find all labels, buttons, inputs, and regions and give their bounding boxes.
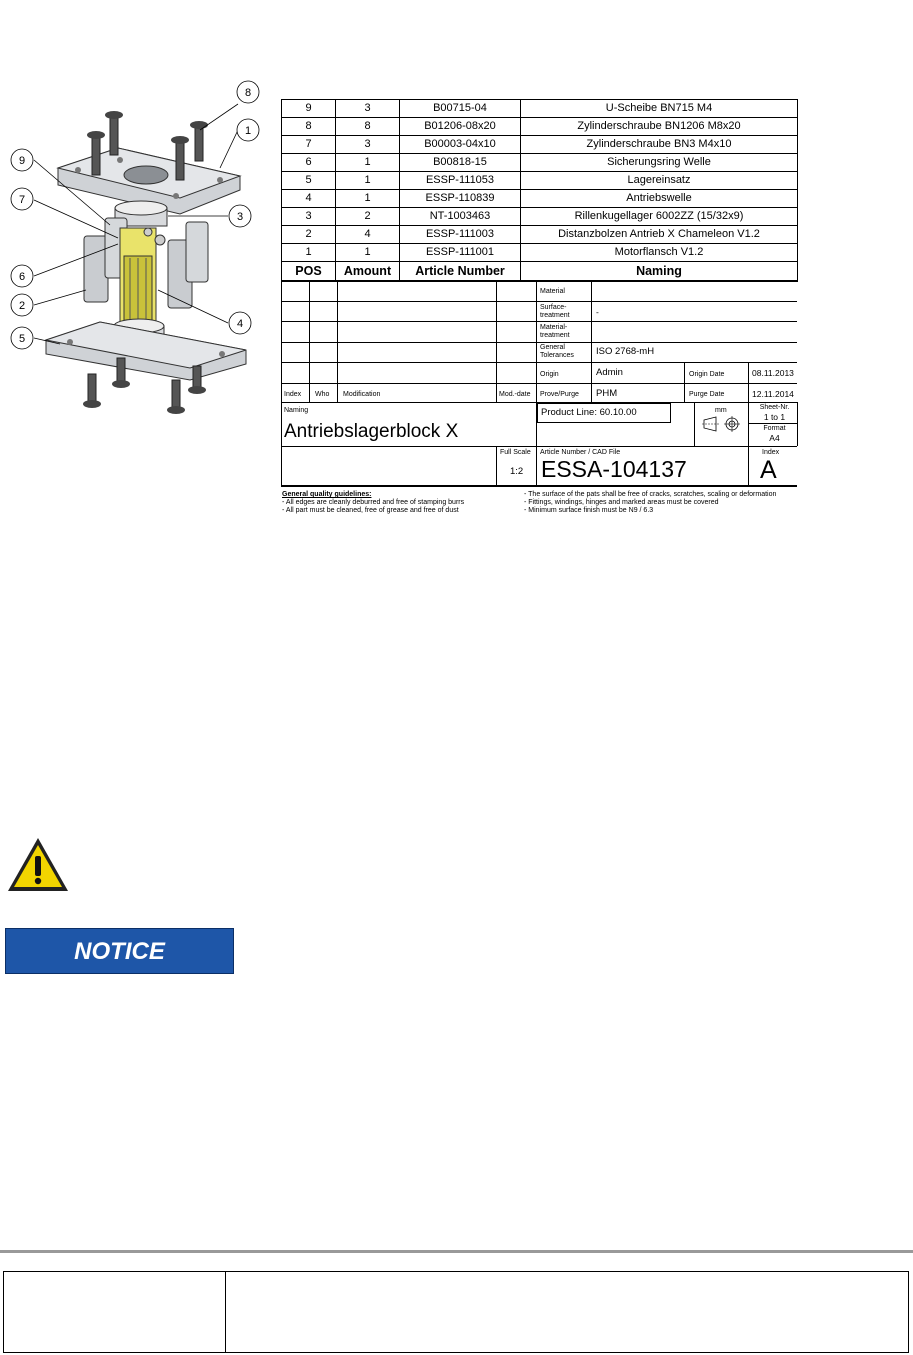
index-label: Index (284, 391, 302, 398)
bom-cell-pos: 5 (282, 172, 336, 190)
bom-row (282, 208, 798, 226)
callout-label: 1 (244, 125, 252, 137)
warning-triangle-icon (6, 836, 70, 894)
bom-cell-naming: Antriebswelle (521, 190, 798, 208)
bom-cell-naming: Sicherungsring Welle (521, 154, 798, 172)
bom-row (282, 136, 798, 154)
bom-cell-article: ESSP-110839 (400, 190, 521, 208)
bom-row (282, 172, 798, 190)
callout-label: 2 (18, 300, 26, 312)
bom-cell-naming: Distanzbolzen Antrieb X Chameleon V1.2 (521, 226, 798, 244)
bom-header-pos: POS (282, 262, 336, 282)
surface-value: - (596, 307, 599, 317)
bom-header-amount: Amount (336, 262, 400, 282)
sheet-label: Sheet-Nr. (759, 404, 790, 411)
origin-date-label: Origin Date (689, 371, 725, 378)
callout-label: 3 (236, 211, 244, 223)
bom-cell-amount: 4 (336, 226, 400, 244)
origin-value: Admin (596, 367, 623, 378)
guideline-item: - The surface of the pats shall be free of cracks, scratches, scaling or deformation (524, 491, 777, 498)
bom-cell-article: ESSP-111003 (400, 226, 521, 244)
assembly-drawing (0, 80, 275, 420)
bom-cell-amount: 1 (336, 172, 400, 190)
modification-label: Modification (343, 391, 381, 398)
bom-cell-article: B00818-15 (400, 154, 521, 172)
page-divider (0, 1250, 913, 1253)
general-tolerances-value: ISO 2768-mH (596, 346, 655, 357)
guideline-item: - Minimum surface finish must be N9 / 6.3 (524, 507, 654, 514)
naming-value: Antriebslagerblock X (284, 421, 459, 442)
bom-cell-article: ESSP-111001 (400, 244, 521, 262)
bom-row (282, 154, 798, 172)
bom-cell-amount: 3 (336, 136, 400, 154)
surface-label: Surface- treatment (540, 304, 570, 319)
notice-banner: NOTICE (5, 928, 234, 974)
bom-cell-pos: 2 (282, 226, 336, 244)
article-cad-value: ESSA-104137 (541, 456, 687, 482)
index2-label: Index (762, 449, 780, 456)
callout-label: 6 (18, 271, 26, 283)
guideline-item: - All edges are cleanly deburred and free of stamping burrs (282, 499, 465, 506)
bom-cell-naming: Motorflansch V1.2 (521, 244, 798, 262)
sheet-value: 1 to 1 (763, 412, 786, 422)
callout-label: 9 (18, 155, 26, 167)
bom-row (282, 190, 798, 208)
who-label: Who (315, 391, 330, 398)
moddate-label: Mod.-date (499, 391, 531, 398)
origin-date-value: 08.11.2013 (752, 368, 794, 378)
bom-cell-amount: 1 (336, 244, 400, 262)
bom-header-row (282, 262, 798, 282)
format-value: A4 (769, 433, 780, 443)
first-angle-projection-icon (702, 415, 742, 433)
purge-date-value: 12.11.2014 (752, 389, 794, 399)
guideline-item: - Fittings, windings, hinges and marked areas must be covered (524, 499, 719, 506)
bom-cell-amount: 2 (336, 208, 400, 226)
callout-label: 5 (18, 333, 26, 345)
bom-cell-naming: Zylinderschraube BN1206 M8x20 (521, 118, 798, 136)
bom-cell-pos: 3 (282, 208, 336, 226)
bom-header-article: Article Number (400, 262, 521, 282)
callout-label: 8 (244, 87, 252, 99)
bom-row (282, 118, 798, 136)
bom-row (282, 244, 798, 262)
bom-cell-pos: 7 (282, 136, 336, 154)
bom-header-naming: Naming (521, 262, 798, 282)
full-scale-label: Full Scale (500, 449, 531, 456)
full-scale-value: 1:2 (510, 466, 524, 477)
bom-row (282, 100, 798, 118)
purge-date-label: Purge Date (689, 391, 725, 398)
bom-cell-pos: 4 (282, 190, 336, 208)
bom-cell-naming: Zylinderschraube BN3 M4x10 (521, 136, 798, 154)
bom-cell-naming: U-Scheibe BN715 M4 (521, 100, 798, 118)
guidelines-title: General quality guidelines: (282, 491, 372, 498)
naming-label: Naming (284, 407, 309, 414)
prove-label: Prove/Purge (540, 391, 579, 398)
unit-label: mm (715, 407, 727, 414)
format-label: Format (763, 425, 786, 432)
index2-value: A (760, 456, 777, 484)
bom-cell-article: NT-1003463 (400, 208, 521, 226)
footer-divider (225, 1272, 226, 1352)
product-line: Product Line: 60.10.00 (541, 407, 637, 418)
bom-cell-article: ESSP-111053 (400, 172, 521, 190)
callout-label: 4 (236, 318, 244, 330)
bom-cell-amount: 3 (336, 100, 400, 118)
bom-cell-amount: 1 (336, 190, 400, 208)
bom-cell-amount: 1 (336, 154, 400, 172)
guideline-item: - All part must be cleaned, free of grease and free of dust (282, 507, 459, 514)
bom-cell-pos: 1 (282, 244, 336, 262)
bom-cell-article: B00003-04x10 (400, 136, 521, 154)
footer-table (3, 1271, 909, 1353)
bom-cell-article: B01206-08x20 (400, 118, 521, 136)
bom-table (281, 99, 798, 282)
callout-label: 7 (18, 194, 26, 206)
bom-cell-pos: 8 (282, 118, 336, 136)
bom-cell-pos: 6 (282, 154, 336, 172)
material-label: Material (540, 288, 565, 295)
general-tolerances-label: General Tolerances (540, 344, 574, 359)
bom-cell-article: B00715-04 (400, 100, 521, 118)
article-cad-label: Article Number / CAD File (540, 449, 621, 456)
origin-label: Origin (540, 371, 559, 378)
bom-cell-pos: 9 (282, 100, 336, 118)
bom-cell-naming: Lagereinsatz (521, 172, 798, 190)
prove-value: PHM (596, 388, 618, 399)
bom-cell-naming: Rillenkugellager 6002ZZ (15/32x9) (521, 208, 798, 226)
bom-row (282, 226, 798, 244)
bom-cell-amount: 8 (336, 118, 400, 136)
material-treatment-label: Material- treatment (540, 324, 570, 339)
